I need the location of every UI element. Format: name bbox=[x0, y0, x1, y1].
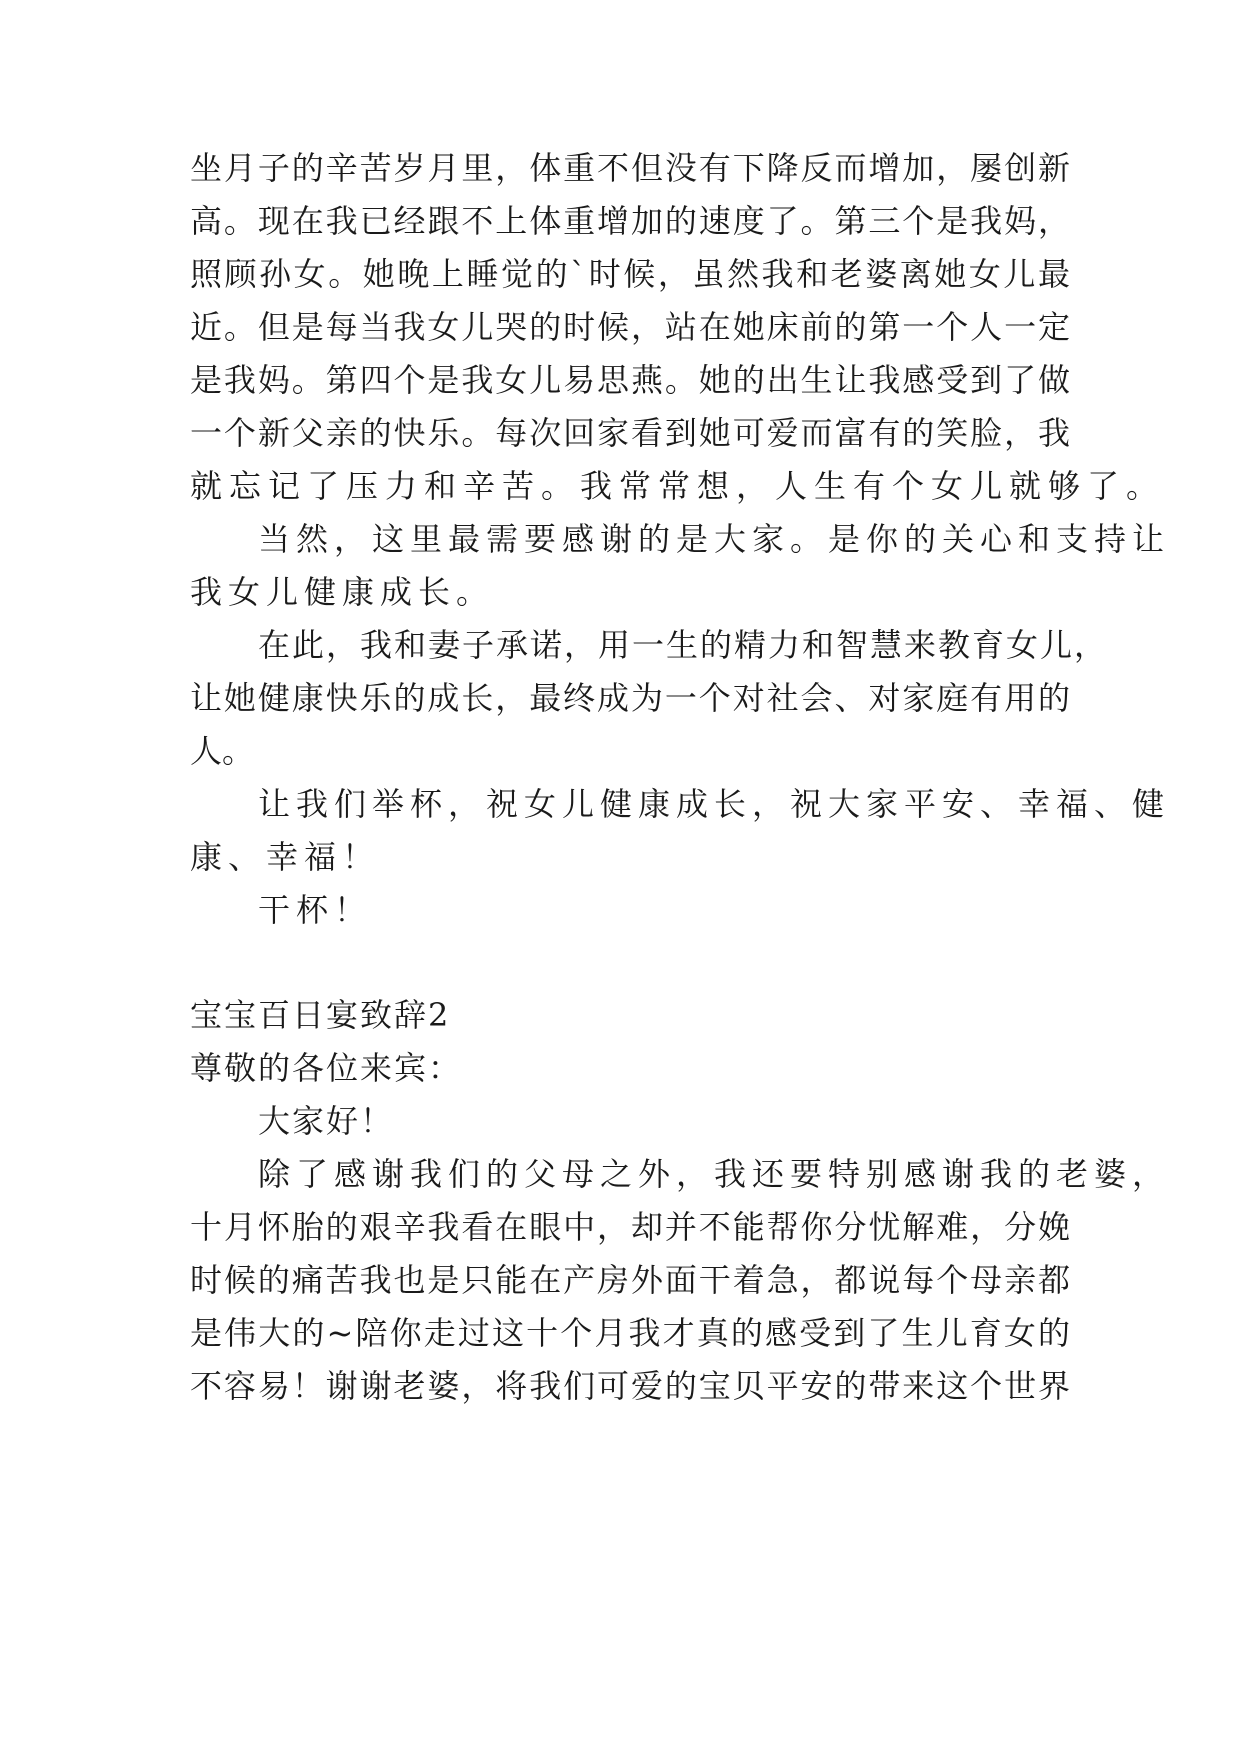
paragraph-start: 在此，我和妻子承诺，用一生的精力和智慧来教育女儿， bbox=[258, 626, 1109, 664]
greeting: 大家好！ bbox=[258, 1102, 395, 1140]
text-line: 不容易！谢谢老婆，将我们可爱的宝贝平安的带来这个世界 bbox=[190, 1367, 1070, 1405]
text-line: 十月怀胎的艰辛我看在眼中，却并不能帮你分忧解难，分娩 bbox=[190, 1208, 1070, 1246]
section-title: 宝宝百日宴致辞2 bbox=[190, 996, 451, 1034]
salutation: 尊敬的各位来宾： bbox=[190, 1049, 463, 1087]
closing-line: 干杯！ bbox=[258, 891, 373, 929]
paragraph-start: 让我们举杯，祝女儿健康成长，祝大家平安、幸福、健 bbox=[258, 785, 1171, 823]
text-line: 照顾孙女。她晚上睡觉的`时候，虽然我和老婆离她女儿最 bbox=[190, 255, 1070, 293]
paragraph-start: 除了感谢我们的父母之外，我还要特别感谢我的老婆， bbox=[258, 1155, 1171, 1193]
text-line: 就忘记了压力和辛苦。我常常想，人生有个女儿就够了。 bbox=[190, 467, 1166, 505]
text-line: 高。现在我已经跟不上体重增加的速度了。第三个是我妈， bbox=[190, 202, 1070, 240]
text-line: 是伟大的~陪你走过这十个月我才真的感受到了生儿育女的 bbox=[190, 1314, 1070, 1352]
text-line: 一个新父亲的快乐。每次回家看到她可爱而富有的笑脸，我 bbox=[190, 414, 1070, 452]
text-line: 人。 bbox=[190, 732, 255, 770]
text-line: 坐月子的辛苦岁月里，体重不但没有下降反而增加，屡创新 bbox=[190, 149, 1070, 187]
text-line: 康、幸福！ bbox=[190, 838, 381, 876]
text-line: 是我妈。第四个是我女儿易思燕。她的出生让我感受到了做 bbox=[190, 361, 1070, 399]
text-line: 近。但是每当我女儿哭的时候，站在她床前的第一个人一定 bbox=[190, 308, 1070, 346]
text-line: 时候的痛苦我也是只能在产房外面干着急，都说每个母亲都 bbox=[190, 1261, 1070, 1299]
paragraph-start: 当然，这里最需要感谢的是大家。是你的关心和支持让 bbox=[258, 520, 1171, 558]
text-line: 让她健康快乐的成长，最终成为一个对社会、对家庭有用的 bbox=[190, 679, 1070, 717]
text-line: 我女儿健康成长。 bbox=[190, 573, 495, 611]
